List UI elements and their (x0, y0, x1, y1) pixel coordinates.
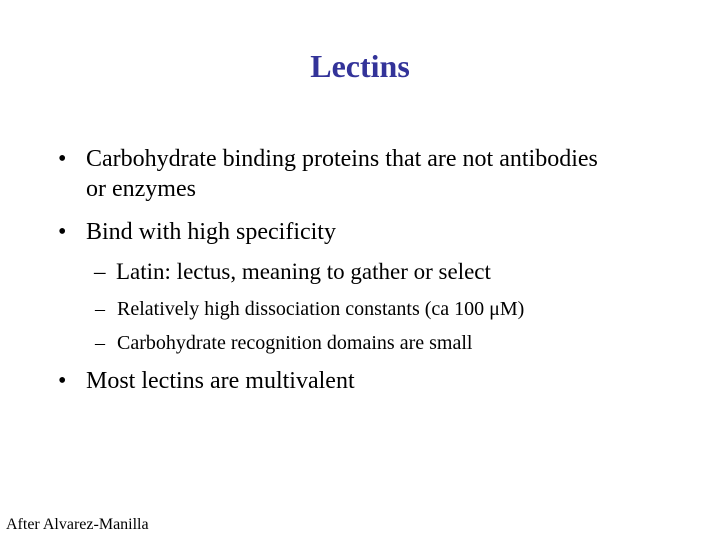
slide-title: Lectins (310, 48, 410, 84)
bullet-3-text: Most lectins are multivalent (86, 368, 355, 394)
sub-sub-bullet-2 (95, 330, 473, 356)
bullet-1-line-1: Carbohydrate binding proteins that are not antibodies (86, 146, 598, 172)
bullet-marker: • (58, 146, 67, 172)
bullet-2 (58, 217, 336, 247)
dash-marker: – (94, 259, 106, 284)
bullet-marker: • (58, 368, 67, 394)
bullet-1-line-2: or enzymes (86, 176, 196, 202)
sub-bullet-1-text: Latin: lectus, meaning to gather or select (116, 259, 491, 284)
sub-bullet-1 (94, 257, 491, 287)
bullet-1 (58, 144, 598, 174)
sub-sub-bullet-1 (95, 296, 525, 322)
bullet-1-continuation (86, 174, 196, 204)
footer-credit: After Alvarez-Manilla (6, 516, 149, 533)
dash-marker: – (95, 332, 105, 354)
sub-sub-bullet-1-text: Relatively high dissociation constants (ca 100 μM) (117, 298, 525, 320)
bullet-3 (58, 366, 355, 396)
sub-sub-bullet-2-text: Carbohydrate recognition domains are small (117, 332, 473, 354)
bullet-2-text: Bind with high specificity (86, 219, 336, 245)
dash-marker: – (95, 298, 105, 320)
bullet-marker: • (58, 219, 67, 245)
